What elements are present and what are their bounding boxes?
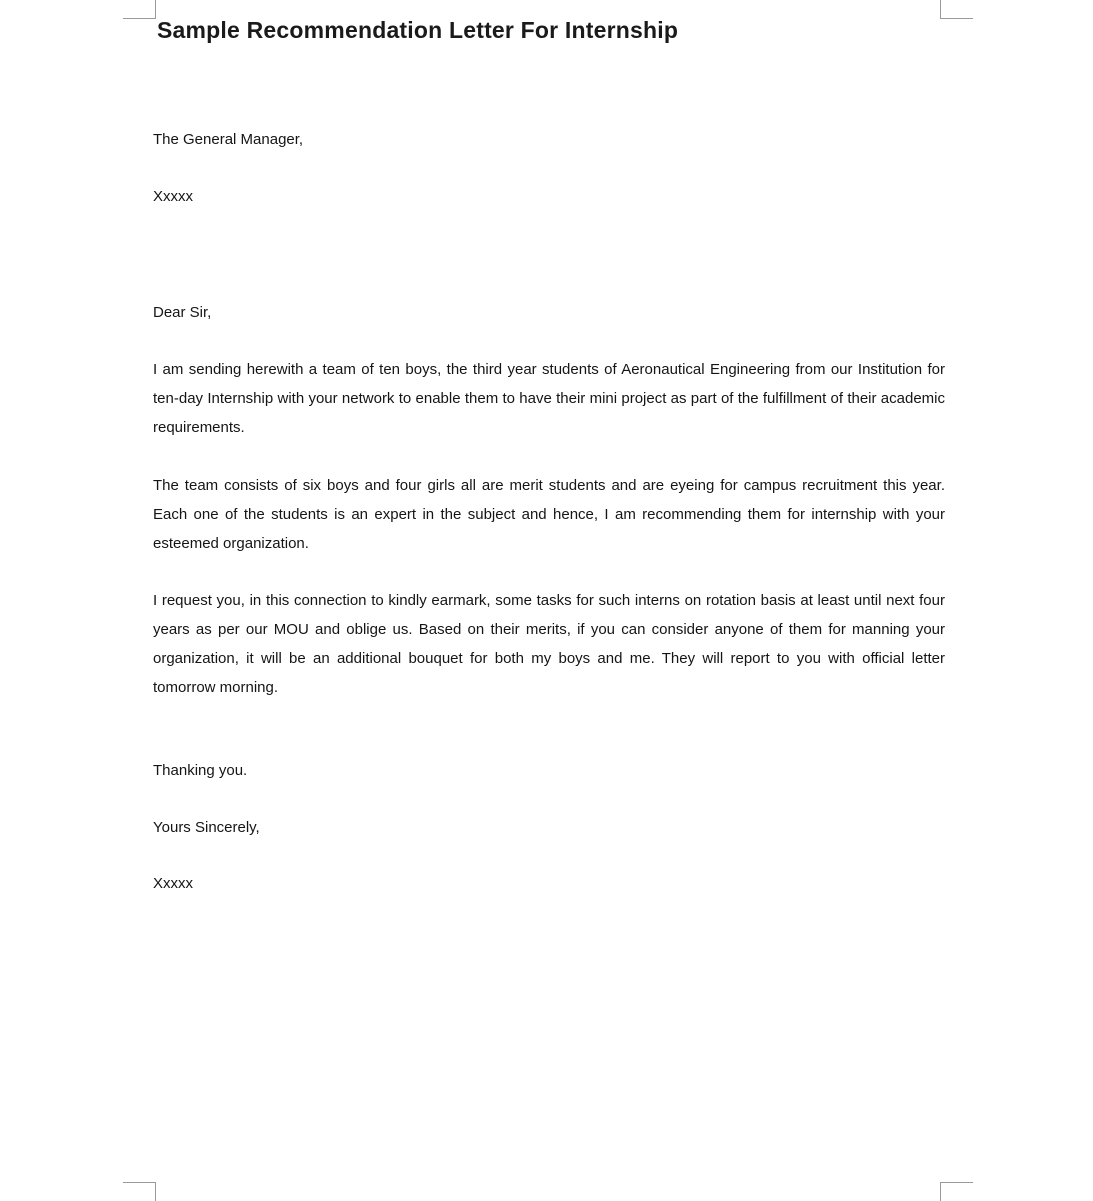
crop-mark-bottom-right [940, 1182, 973, 1201]
salutation: Dear Sir, [153, 304, 212, 321]
body-paragraph-3: I request you, in this connection to kindly earmark, some tasks for such interns on rotation basis at least until next four years as per our MOU and oblige us. Based on their merits, if you can consider anyone of them for manning your organization, it will be an additional bouquet for both my boys and me. They will report to you with official letter tomorrow morning. [153, 592, 945, 696]
body-paragraph-1: I am sending herewith a team of ten boys, the third year students of Aeronautical Engineering from our Institution for ten-day Internship with your network to enable them to have their mini project as part of the fulfillment of their academic requirements. [153, 361, 945, 436]
signature: Xxxxx [153, 875, 194, 892]
thanks-line: Thanking you. [153, 762, 248, 779]
crop-mark-top-right [940, 0, 973, 19]
recipient-name: Xxxxx [153, 188, 194, 205]
crop-mark-bottom-left [123, 1182, 156, 1201]
closing-line: Yours Sincerely, [153, 819, 260, 836]
document-title: Sample Recommendation Letter For Internship [157, 17, 679, 43]
crop-mark-top-left [123, 0, 156, 19]
body-paragraph-2: The team consists of six boys and four girls all are merit students and are eyeing for campus recruitment this year. Each one of the students is an expert in the subject and hence, I am recommending them for internship with your esteemed organization. [153, 477, 945, 552]
recipient-line: The General Manager, [153, 131, 304, 148]
